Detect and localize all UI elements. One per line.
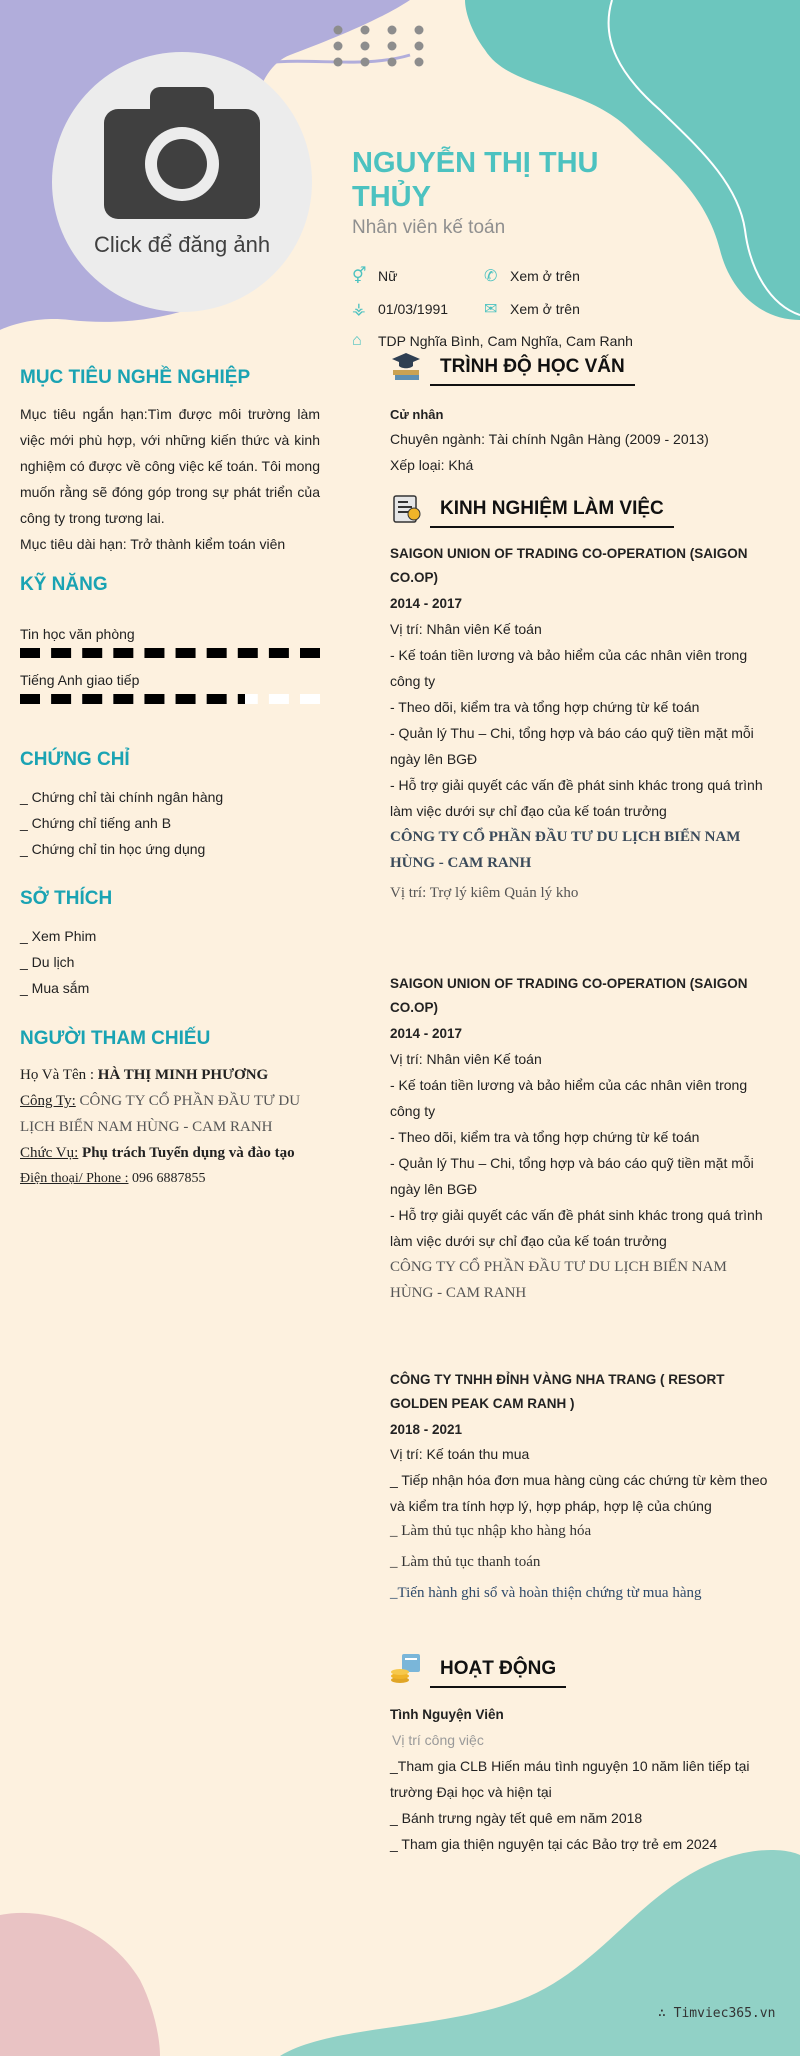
experience-duty: _ Làm thủ tục nhập kho hàng hóa bbox=[390, 1523, 592, 1539]
reference-position-line bbox=[20, 1140, 320, 1166]
experience-duty: - Hỗ trợ giải quyết các vấn đề phát sinh khác trong quá trình làm việc dưới sự chỉ đạo của kế toán trưởng bbox=[390, 777, 763, 819]
reference-position: Phụ trách Tuyển dụng và đào tạo bbox=[82, 1145, 295, 1161]
education-grade: Xếp loại: Khá bbox=[390, 457, 474, 473]
reference-heading: NGƯỜI THAM CHIẾU bbox=[20, 1028, 211, 1049]
job-title: Nhân viên kế toán bbox=[352, 217, 506, 238]
experience-duty: - Kế toán tiền lương và bảo hiểm của các nhân viên trong công ty bbox=[390, 647, 748, 689]
list-item: _ Chứng chỉ tài chính ngân hàng bbox=[20, 789, 224, 805]
skill-bar bbox=[20, 694, 320, 704]
reference-name-line bbox=[20, 1062, 320, 1088]
watermark-icon: ∴ bbox=[658, 2006, 674, 2021]
phone-value: Xem ở trên bbox=[510, 268, 580, 284]
experience-position: Vị trí: Nhân viên Kế toán bbox=[390, 621, 542, 637]
list-item: _ Du lịch bbox=[20, 954, 75, 970]
phone-icon: ✆ bbox=[484, 268, 498, 285]
experience-duty: _Tiến hành ghi sổ và hoàn thiện chứng từ mua hàng bbox=[390, 1585, 702, 1601]
phone-row bbox=[484, 266, 580, 286]
watermark-text: Timviec365.vn bbox=[673, 2006, 776, 2021]
education-heading: TRÌNH ĐỘ HỌC VẤN bbox=[430, 356, 635, 386]
work-experience-icon bbox=[390, 492, 422, 524]
candidate-name: NGUYỄN THỊ THU THỦY bbox=[352, 147, 599, 213]
experience-years: 2018 - 2021 bbox=[390, 1422, 463, 1437]
experience-duty: - Kế toán tiền lương và bảo hiểm của các nhân viên trong công ty bbox=[390, 1077, 748, 1119]
experience-duty: - Hỗ trợ giải quyết các vấn đề phát sinh khác trong quá trình làm việc dưới sự chỉ đạo của kế toán trưởng bbox=[390, 1207, 763, 1249]
experience-company: SAIGON UNION OF TRADING CO-OPERATION (SAIGON CO.OP) bbox=[390, 976, 748, 1015]
experience-duty: - Theo dõi, kiểm tra và tổng hợp chứng từ kế toán bbox=[390, 1129, 700, 1145]
skills-heading: KỸ NĂNG bbox=[20, 574, 108, 595]
skill-label: Tin học văn phòng bbox=[20, 626, 135, 642]
list-item: _ Chứng chỉ tiếng anh B bbox=[20, 815, 172, 831]
activity-item: _Tham gia CLB Hiến máu tình nguyện 10 năm liên tiếp tại trường Đại học và hiện tại bbox=[390, 1758, 750, 1800]
gender-icon: ⚥ bbox=[352, 268, 367, 285]
experience-company: SAIGON UNION OF TRADING CO-OPERATION (SAIGON CO.OP) bbox=[390, 546, 748, 585]
birthday-value: 01/03/1991 bbox=[378, 301, 449, 317]
experience-duty: - Quản lý Thu – Chi, tổng hợp và báo cáo quỹ tiền mặt mỗi ngày lên BGĐ bbox=[390, 725, 754, 767]
activity-item: _ Bánh trưng ngày tết quê em năm 2018 bbox=[390, 1810, 643, 1826]
reference-company-label: Công Ty: bbox=[20, 1093, 76, 1109]
reference-company: CÔNG TY CỔ PHẦN ĐẦU TƯ DU LỊCH BIỂN NAM HÙNG - CAM RANH bbox=[20, 1093, 301, 1135]
reference-phone: 096 6887855 bbox=[132, 1171, 206, 1186]
skill-bar bbox=[20, 648, 320, 658]
address-value: TDP Nghĩa Bình, Cam Nghĩa, Cam Ranh bbox=[378, 333, 633, 349]
objective-heading: MỤC TIÊU NGHỀ NGHIỆP bbox=[20, 367, 251, 388]
list-item: _ Chứng chỉ tin học ứng dụng bbox=[20, 841, 206, 857]
activities-role: Vị trí công việc bbox=[392, 1732, 484, 1748]
experience-position: Vị trí: Nhân viên Kế toán bbox=[390, 1051, 542, 1067]
graduation-cap-icon bbox=[390, 350, 422, 382]
gender-value: Nữ bbox=[378, 268, 398, 284]
experience-duty: _ Làm thủ tục thanh toán bbox=[390, 1554, 541, 1570]
birthday-row bbox=[352, 299, 448, 319]
list-item: _ Mua sắm bbox=[20, 980, 90, 996]
experience-company-2: CÔNG TY CỔ PHẦN ĐẦU TƯ DU LỊCH BIỂN NAM HÙNG - CAM RANH bbox=[390, 1259, 727, 1301]
address-row bbox=[352, 332, 633, 350]
objective-long: Mục tiêu dài hạn: Trở thành kiểm toán viên bbox=[20, 536, 286, 552]
gender-row bbox=[352, 266, 397, 286]
activities-heading: HOẠT ĐỘNG bbox=[430, 1658, 566, 1688]
experience-company: CÔNG TY TNHH ĐỈNH VÀNG NHA TRANG ( RESORT GOLDEN PEAK CAM RANH ) bbox=[390, 1372, 725, 1411]
education-major: Chuyên ngành: Tài chính Ngân Hàng (2009 - 2013) bbox=[390, 431, 709, 447]
avatar-label: Click để đăng ảnh bbox=[93, 232, 271, 257]
skill-bar-fill bbox=[20, 694, 245, 704]
reference-position-label: Chức Vụ: bbox=[20, 1145, 79, 1161]
experience-company-2: CÔNG TY CỔ PHẦN ĐẦU TƯ DU LỊCH BIỂN NAM HÙNG - CAM RANH bbox=[390, 829, 741, 871]
skill-label: Tiếng Anh giao tiếp bbox=[20, 672, 140, 688]
email-row bbox=[484, 299, 580, 319]
reference-phone-label: Điện thoại/ Phone : bbox=[20, 1171, 129, 1186]
email-icon: ✉ bbox=[484, 301, 498, 318]
activities-org: Tình Nguyện Viên bbox=[390, 1707, 504, 1722]
experience-position: Vị trí: Kế toán thu mua bbox=[390, 1446, 530, 1462]
reference-company-line bbox=[20, 1088, 320, 1140]
hobbies-heading: SỞ THÍCH bbox=[20, 888, 113, 909]
experience-position-2: Vị trí: Trợ lý kiêm Quản lý kho bbox=[390, 885, 579, 901]
experience-years: 2014 - 2017 bbox=[390, 1026, 463, 1041]
reference-name-label: Họ Và Tên : bbox=[20, 1067, 95, 1083]
education-degree: Cử nhân bbox=[390, 407, 444, 422]
skill-bar-fill bbox=[20, 648, 320, 668]
reference-phone-line bbox=[20, 1166, 320, 1192]
experience-duty: - Theo dõi, kiểm tra và tổng hợp chứng từ kế toán bbox=[390, 699, 700, 715]
avatar-upload[interactable] bbox=[52, 52, 312, 312]
experience-heading: KINH NGHIỆM LÀM VIỆC bbox=[430, 498, 674, 528]
activity-item: _ Tham gia thiện nguyện tại các Bảo trợ trẻ em 2024 bbox=[390, 1836, 718, 1852]
activities-icon bbox=[390, 1652, 422, 1684]
home-icon: ⌂ bbox=[352, 332, 362, 349]
list-item: _ Xem Phim bbox=[20, 928, 97, 944]
email-value: Xem ở trên bbox=[510, 301, 580, 317]
camera-icon bbox=[104, 87, 260, 219]
experience-duty: - Quản lý Thu – Chi, tổng hợp và báo cáo quỹ tiền mặt mỗi ngày lên BGĐ bbox=[390, 1155, 754, 1197]
watermark bbox=[658, 2006, 775, 2021]
birthday-cake-icon: ⚶ bbox=[352, 301, 366, 318]
experience-years: 2014 - 2017 bbox=[390, 596, 463, 611]
objective-short: Mục tiêu ngắn hạn:Tìm được môi trường làm việc mới phù hợp, với những kiến thức và kinh nghiệm có được về công việc kế toán. Tôi mong muốn rằng sẽ đóng góp trong sự phát triển của công ty trong tương lai. bbox=[20, 406, 320, 526]
reference-name: HÀ THỊ MINH PHƯƠNG bbox=[97, 1067, 269, 1083]
certificates-heading: CHỨNG CHỈ bbox=[20, 749, 130, 770]
experience-duty: _ Tiếp nhận hóa đơn mua hàng cùng các chứng từ kèm theo và kiểm tra tính hợp lý, hợp pháp, hợp lệ của chúng bbox=[390, 1472, 768, 1514]
